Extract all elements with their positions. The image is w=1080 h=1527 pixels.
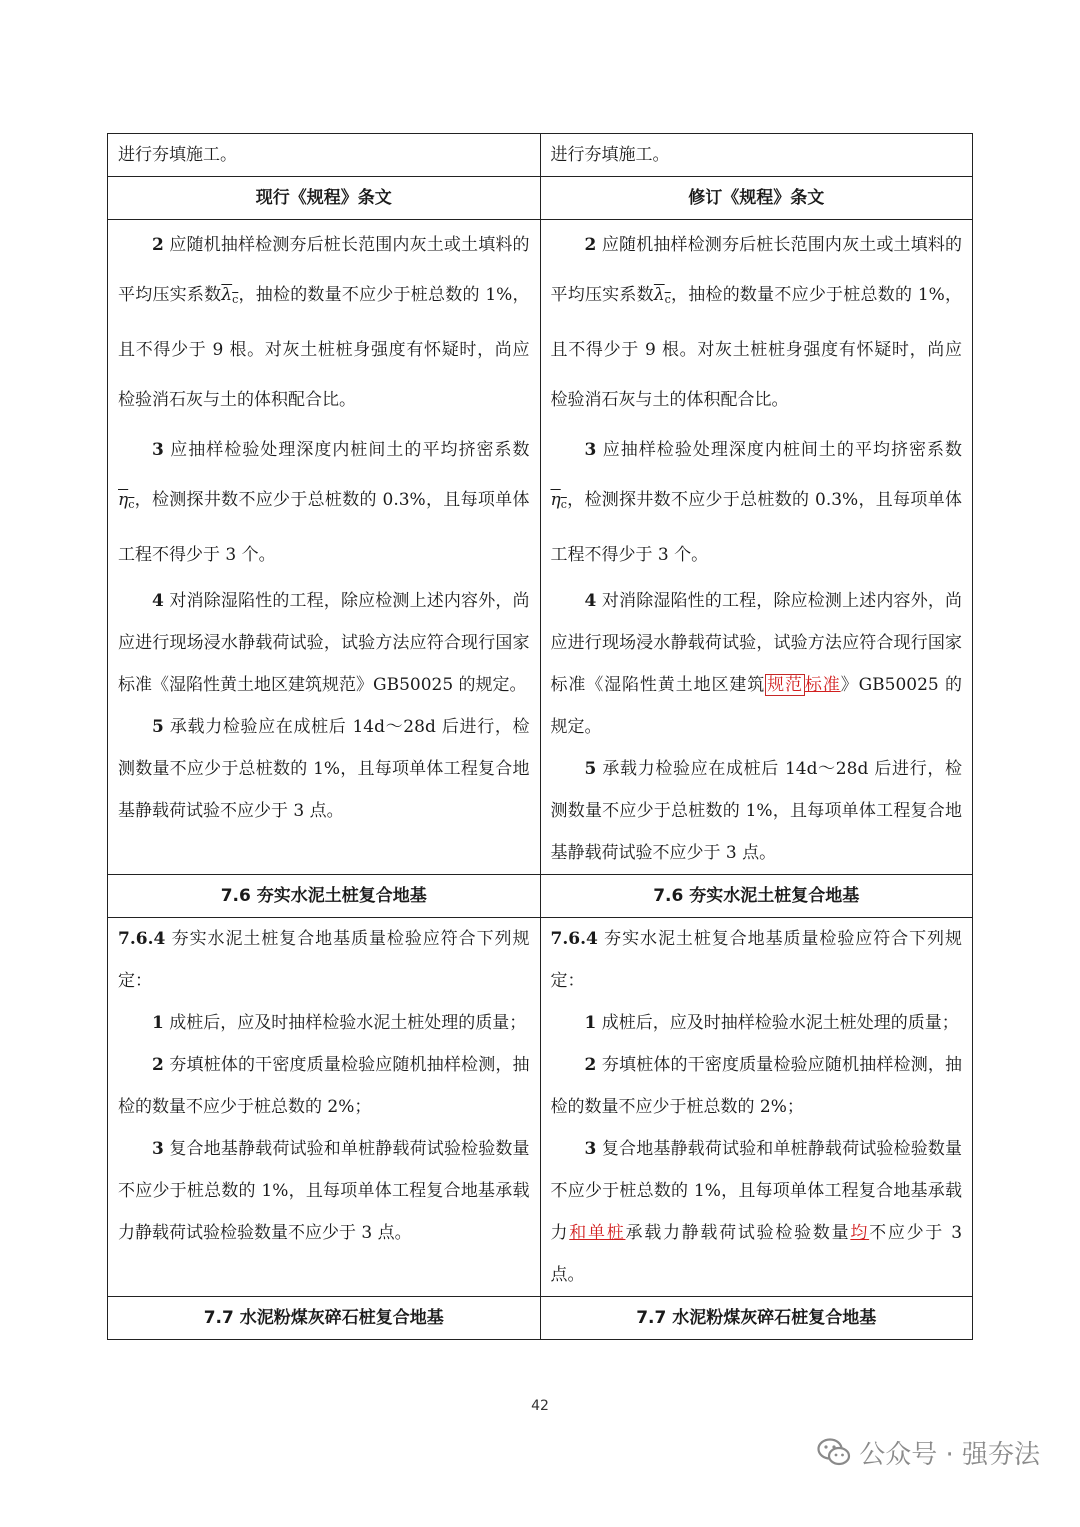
- page-number: 42: [531, 1398, 549, 1414]
- watermark: [817, 1430, 1040, 1474]
- wechat-icon: [817, 1437, 851, 1467]
- item-3: 3 应抽样检验处理深度内桩间土的平均挤密系数$\eta_c$，检测探井数不应少于总桩数的 0.3%，且每项单体工程不得少于 3 个。: [118, 440, 530, 565]
- item-3: 3 复合地基静载荷试验和单桩静载荷试验检验数量不应少于桩总数的 1%，且每项单体工程复合地基承载力静载荷试验检验数量不应少于 3 点。: [118, 1139, 530, 1243]
- eta-symbol: $\eta_c$: [118, 490, 135, 511]
- inserted-text: 和单桩: [569, 1223, 626, 1243]
- header-revised: 修订《规程》条文: [540, 177, 973, 220]
- inserted-text: 标准: [804, 675, 841, 695]
- cell-revised: [540, 918, 973, 1297]
- eta-symbol: $\eta_c$: [550, 490, 567, 511]
- table-header-row: [108, 177, 973, 220]
- table-header-row: [108, 875, 973, 918]
- lambda-symbol: $\lambda_c$: [221, 285, 239, 306]
- item-2: 2 应随机抽样检测夯后桩长范围内灰土或土填料的平均压实系数$\lambda_c$，抽检的数量不应少于桩总数的 1%，且不得少于 9 根。对灰土桩桩身强度有怀疑时，尚应检验消石灰与土的体积配合比。: [550, 235, 963, 410]
- item-1: 1 成桩后，应及时抽样检验水泥土桩处理的质量；: [584, 1013, 959, 1033]
- item-3: 3 应抽样检验处理深度内桩间土的平均挤密系数$\eta_c$，检测探井数不应少于总桩数的 0.3%，且每项单体工程不得少于 3 个。: [550, 440, 963, 565]
- table-header-row: [108, 1297, 973, 1340]
- deleted-text: 规范: [767, 675, 803, 695]
- item-5: 5 承载力检验应在成桩后 14d～28d 后进行，检测数量不应少于总桩数的 1%，且每项单体工程复合地基静载荷试验不应少于 3 点。: [550, 759, 962, 863]
- cell-revised: [540, 134, 973, 177]
- text: 进行夯填施工。: [550, 145, 670, 165]
- table-row: [108, 220, 973, 875]
- section-heading: 7.7 水泥粉煤灰碎石桩复合地基: [540, 1297, 973, 1340]
- header-current: 现行《规程》条文: [108, 177, 541, 220]
- cell-revised: [540, 220, 973, 875]
- clause: 7.6.4 夯实水泥土桩复合地基质量检验应符合下列规定：: [118, 929, 530, 991]
- watermark-text: 公众号 · 强夯法: [859, 1439, 1040, 1470]
- cell-current: [108, 134, 541, 177]
- section-heading: 7.6 夯实水泥土桩复合地基: [540, 875, 973, 918]
- text: 进行夯填施工。: [118, 145, 237, 165]
- table-row: [108, 134, 973, 177]
- item-5: 5 承载力检验应在成桩后 14d～28d 后进行，检测数量不应少于总桩数的 1%，且每项单体工程复合地基静载荷试验不应少于 3 点。: [118, 717, 530, 821]
- cell-current: [108, 220, 541, 875]
- comparison-table: [107, 133, 973, 1340]
- table-row: [108, 918, 973, 1297]
- item-4: 4 对消除湿陷性的工程，除应检测上述内容外，尚应进行现场浸水静载荷试验，试验方法应符合现行国家标准《湿陷性黄土地区建筑 规范 标准》GB50025 的规定。: [550, 591, 963, 737]
- lambda-symbol: $\lambda_c$: [653, 285, 671, 306]
- item-2: 2 夯填桩体的干密度质量检验应随机抽样检测，抽检的数量不应少于桩总数的 2%；: [550, 1055, 963, 1117]
- section-heading: 7.6 夯实水泥土桩复合地基: [108, 875, 541, 918]
- cell-current: [108, 918, 541, 1297]
- inserted-text: 均: [850, 1223, 870, 1243]
- section-heading: 7.7 水泥粉煤灰碎石桩复合地基: [108, 1297, 541, 1340]
- item-2: 2 夯填桩体的干密度质量检验应随机抽样检测，抽检的数量不应少于桩总数的 2%；: [118, 1055, 530, 1117]
- item-1: 1 成桩后，应及时抽样检验水泥土桩处理的质量；: [152, 1013, 527, 1033]
- item-4: 4 对消除湿陷性的工程，除应检测上述内容外，尚应进行现场浸水静载荷试验，试验方法应符合现行国家标准《湿陷性黄土地区建筑规范》GB50025 的规定。: [118, 591, 530, 695]
- item-2: 2 应随机抽样检测夯后桩长范围内灰土或土填料的平均压实系数$\lambda_c$，抽检的数量不应少于桩总数的 1%，且不得少于 9 根。对灰土桩桩身强度有怀疑时，尚应检验消石灰与土的体积配合比。: [118, 235, 530, 410]
- clause: 7.6.4 夯实水泥土桩复合地基质量检验应符合下列规定：: [550, 929, 962, 991]
- item-3: 3 复合地基静载荷试验和单桩静载荷试验检验数量不应少于桩总数的 1%，且每项单体工程复合地基承载力和单桩承载力静载荷试验检验数量均不应少于 3 点。: [550, 1139, 963, 1285]
